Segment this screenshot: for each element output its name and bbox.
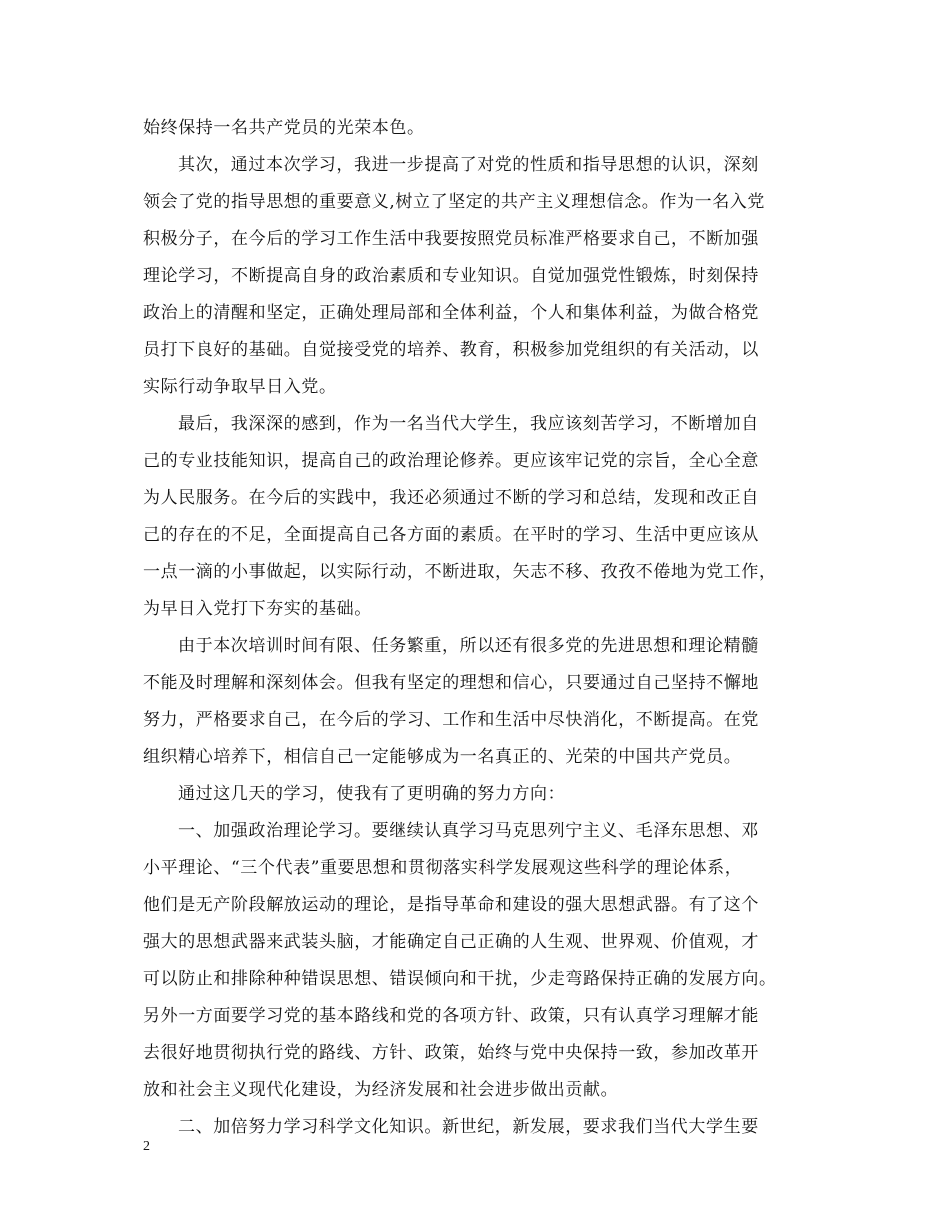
text-line: 领会了党的指导思想的重要意义,树立了坚定的共产主义理想信念。作为一名入党 <box>143 192 766 212</box>
text-line: 理论学习，不断提高自身的政治素质和专业知识。自觉加强党性锻炼，时刻保持 <box>143 266 759 286</box>
text-line: 另外一方面要学习党的基本路线和党的各项方针、政策，只有认真学习理解才能 <box>143 1006 759 1026</box>
text-line: 努力，严格要求自己，在今后的学习、工作和生活中尽快消化，不断提高。在党 <box>143 710 759 730</box>
text-line: 不能及时理解和深刻体会。但我有坚定的理想和信心，只要通过自己坚持不懈地 <box>143 673 759 693</box>
text-line: 己的存在的不足，全面提高自己各方面的素质。在平时的学习、生活中更应该从 <box>143 525 759 545</box>
text-line: 政治上的清醒和坚定，正确处理局部和全体利益，个人和集体利益，为做合格党 <box>143 303 759 323</box>
text-line: 其次，通过本次学习，我进一步提高了对党的性质和指导思想的认识，深刻 <box>178 155 759 175</box>
text-line: 一、加强政治理论学习。要继续认真学习马克思列宁主义、毛泽东思想、邓 <box>178 821 759 841</box>
text-line: 通过这几天的学习，使我有了更明确的努力方向： <box>178 784 566 804</box>
text-line: 可以防止和排除种种错误思想、错误倾向和干扰，少走弯路保持正确的发展方向。 <box>143 969 777 989</box>
text-line: 强大的思想武器来武装头脑，才能确定自己正确的人生观、世界观、价值观，才 <box>143 932 759 952</box>
text-line: 二、加倍努力学习科学文化知识。新世纪，新发展，要求我们当代大学生要 <box>178 1117 759 1137</box>
text-line: 为人民服务。在今后的实践中，我还必须通过不断的学习和总结，发现和改正自 <box>143 488 759 508</box>
text-line: 一点一滴的小事做起，以实际行动，不断进取，矢志不移、孜孜不倦地为党工作， <box>143 562 777 582</box>
page-number: 2 <box>143 1139 150 1154</box>
text-line: 始终保持一名共产党员的光荣本色。 <box>143 118 425 138</box>
text-line: 放和社会主义现代化建设，为经济发展和社会进步做出贡献。 <box>143 1080 619 1100</box>
text-line: 他们是无产阶段解放运动的理论，是指导革命和建设的强大思想武器。有了这个 <box>143 895 759 915</box>
text-line: 最后，我深深的感到，作为一名当代大学生，我应该刻苦学习，不断增加自 <box>178 414 759 434</box>
text-line: 为早日入党打下夯实的基础。 <box>143 599 372 619</box>
text-line: 由于本次培训时间有限、任务繁重，所以还有很多党的先进思想和理论精髓 <box>178 636 759 656</box>
text-line: 组织精心培养下，相信自己一定能够成为一名真正的、光荣的中国共产党员。 <box>143 747 742 767</box>
text-line: 去很好地贯彻执行党的路线、方针、政策，始终与党中央保持一致，参加改革开 <box>143 1043 759 1063</box>
text-line: 己的专业技能知识，提高自己的政治理论修养。更应该牢记党的宗旨，全心全意 <box>143 451 759 471</box>
text-line: 小平理论、“三个代表”重要思想和贯彻落实科学发展观这些科学的理论体系， <box>143 858 743 878</box>
text-line: 实际行动争取早日入党。 <box>143 377 337 397</box>
text-line: 积极分子，在今后的学习工作生活中我要按照党员标准严格要求自己，不断加强 <box>143 229 759 249</box>
text-line: 员打下良好的基础。自觉接受党的培养、教育，积极参加党组织的有关活动，以 <box>143 340 759 360</box>
